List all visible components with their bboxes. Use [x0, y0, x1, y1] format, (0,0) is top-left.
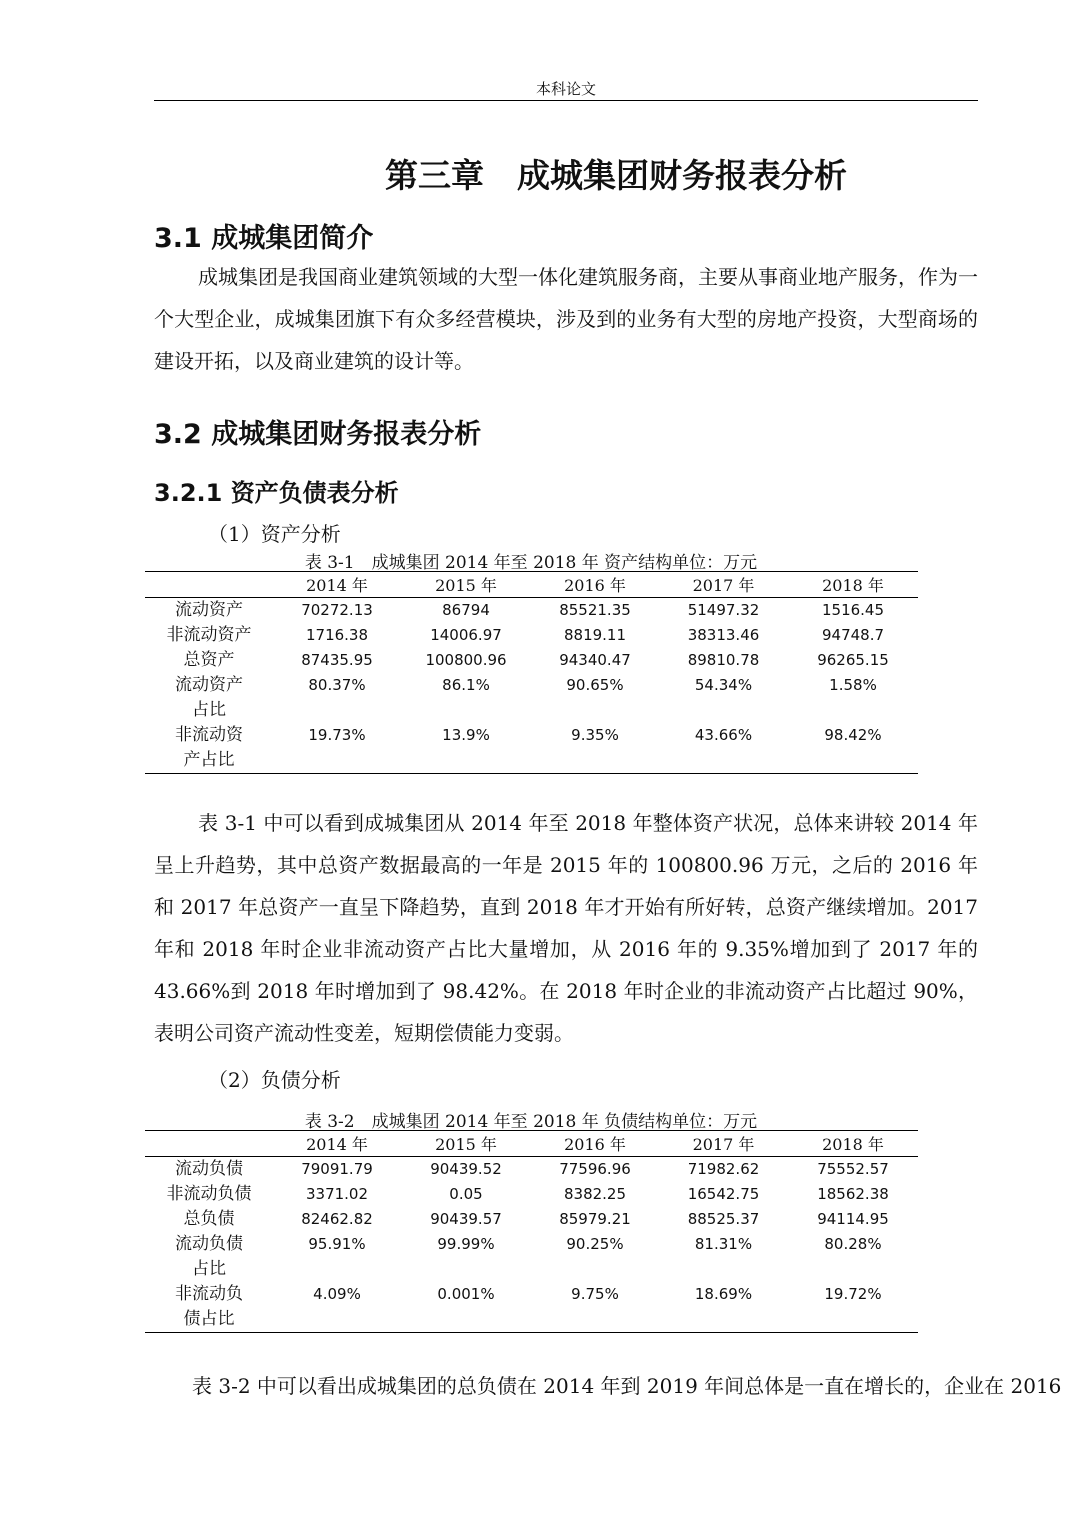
asset-table — [145, 571, 918, 774]
table-cell: 95.91% — [308, 1235, 366, 1253]
row-label: 非流动资产占比 — [175, 725, 243, 770]
table-cell: 96265.15 — [817, 651, 889, 669]
chapter-title: 第三章 成城集团财务报表分析 — [385, 156, 847, 195]
row-label: 流动资产占比 — [175, 675, 243, 720]
asset-header-cell: 2014 年 — [306, 576, 368, 595]
table-row — [145, 1232, 918, 1282]
table-cell: 90439.57 — [430, 1210, 502, 1228]
liability-header-cell: 2017 年 — [692, 1135, 755, 1154]
table-cell: 3371.02 — [305, 1185, 369, 1203]
table-row — [145, 673, 918, 723]
asset-header-cell: 2018 年 — [822, 576, 884, 595]
table-cell: 38313.46 — [687, 626, 760, 644]
asset-header-cell: 2015 年 — [435, 576, 497, 595]
liability-header-cell: 2018 年 — [822, 1135, 884, 1154]
table-cell: 86794 — [442, 601, 490, 619]
asset-header-cell: 2017 年 — [692, 576, 755, 595]
table-cell: 0.05 — [449, 1185, 483, 1203]
table-cell: 77596.96 — [559, 1160, 631, 1178]
asset-analysis-text: 表 3-1 中可以看到成城集团从 2014 年至 2018 年整体资产状况，总体来讲较 2014 年呈上升趋势，其中总资产数据最高的一年是 2015 年的 100800.96 万元，之后的 2016 年和 2017 年总资产一直呈下降趋势，直到 2018 年才开始有所好转，总资产继续增加。2017 年和 2018 年时企业非流动资产占比大量增加，从 2016 年的 9.35%增加到了 2017 年的 43.66%到 2018 年时增加到了 98.42%。在 2018 年时企业的非流动资产占比超过 90%，表明公司资产流动性变差，短期偿债能力变弱。 — [154, 811, 978, 1045]
row-label: 总资产 — [183, 650, 235, 670]
row-label: 总负债 — [183, 1209, 235, 1229]
section-3-1-paragraph — [154, 256, 978, 382]
liability-analysis-paragraph: 表 3-2 中可以看出成城集团的总负债在 2014 年到 2019 年间总体是一直在增长的，企业在 2016 — [192, 1374, 1062, 1398]
table-cell: 89810.78 — [687, 651, 760, 669]
table-row — [145, 1207, 918, 1232]
table-cell: 79091.79 — [301, 1160, 373, 1178]
table-cell: 81.31% — [694, 1235, 753, 1253]
table-row — [145, 648, 918, 673]
table-cell: 88525.37 — [687, 1210, 760, 1228]
asset-table-header-row — [145, 572, 918, 598]
table-cell: 14006.97 — [430, 626, 502, 644]
liability-header-cell: 2016 年 — [564, 1135, 626, 1154]
table-cell: 54.34% — [694, 676, 753, 694]
row-label: 非流动负债占比 — [175, 1284, 243, 1329]
section-3-2-title: 3.2 成城集团财务报表分析 — [154, 419, 482, 450]
table-cell: 9.35% — [571, 726, 619, 744]
running-header: 本科论文 — [535, 80, 596, 98]
table-cell: 94748.7 — [821, 626, 885, 644]
row-label: 流动负债占比 — [175, 1234, 243, 1279]
table-cell: 99.99% — [437, 1235, 495, 1253]
table-cell: 80.28% — [824, 1235, 882, 1253]
table-cell: 85979.21 — [559, 1210, 631, 1228]
row-label: 非流动负债 — [166, 1184, 252, 1204]
table-row — [145, 1157, 918, 1183]
liability-header-cell: 2015 年 — [435, 1135, 497, 1154]
header-rule — [154, 100, 978, 101]
table-cell: 90.65% — [566, 676, 624, 694]
table-cell: 9.75% — [571, 1285, 619, 1303]
table-cell: 100800.96 — [425, 651, 507, 669]
table-cell: 13.9% — [442, 726, 490, 744]
table-cell: 82462.82 — [301, 1210, 373, 1228]
table-cell: 4.09% — [313, 1285, 361, 1303]
table-cell: 16542.75 — [687, 1185, 760, 1203]
asset-header-cell — [145, 572, 273, 598]
table-cell: 75552.57 — [817, 1160, 889, 1178]
table-cell: 8382.25 — [563, 1185, 627, 1203]
table-cell: 90439.52 — [430, 1160, 502, 1178]
row-label: 非流动资产 — [166, 625, 252, 645]
table-cell: 87435.95 — [301, 651, 373, 669]
section-3-2-1-title: 3.2.1 资产负债表分析 — [154, 479, 399, 507]
table-cell: 43.66% — [694, 726, 753, 744]
table-row — [145, 723, 918, 774]
table-cell: 18.69% — [694, 1285, 753, 1303]
table-cell: 0.001% — [437, 1285, 495, 1303]
table-cell: 8819.11 — [563, 626, 627, 644]
table-cell: 98.42% — [824, 726, 882, 744]
table-cell: 51497.32 — [687, 601, 760, 619]
section-3-1-title: 3.1 成城集团简介 — [154, 223, 374, 254]
table-cell: 19.72% — [824, 1285, 882, 1303]
table-row — [145, 1182, 918, 1207]
table-cell: 70272.13 — [301, 601, 373, 619]
asset-table-caption: 表 3-1 成城集团 2014 年至 2018 年 资产结构单位：万元 — [304, 553, 758, 573]
table-cell: 18562.38 — [817, 1185, 889, 1203]
liability-table-header-row — [145, 1131, 918, 1157]
table-cell: 90.25% — [566, 1235, 624, 1253]
asset-subtitle: （1）资产分析 — [208, 522, 341, 546]
asset-header-cell: 2016 年 — [564, 576, 626, 595]
asset-analysis-paragraph — [154, 802, 978, 1054]
liability-header-cell — [145, 1131, 273, 1157]
table-cell: 85521.35 — [559, 601, 631, 619]
table-row — [145, 598, 918, 624]
row-label: 流动资产 — [175, 600, 243, 620]
liability-table — [145, 1130, 918, 1333]
table-cell: 94114.95 — [817, 1210, 889, 1228]
row-label: 流动负债 — [175, 1159, 243, 1179]
liability-table-caption: 表 3-2 成城集团 2014 年至 2018 年 负债结构单位：万元 — [304, 1112, 758, 1132]
table-row — [145, 623, 918, 648]
liability-subtitle: （2）负债分析 — [208, 1068, 341, 1092]
section-3-1-text: 成城集团是我国商业建筑领域的大型一体化建筑服务商，主要从事商业地产服务，作为一个大型企业，成城集团旗下有众多经营模块，涉及到的业务有大型的房地产投资，大型商场的建设开拓，以及商业建筑的设计等。 — [154, 265, 978, 373]
table-row — [145, 1282, 918, 1333]
table-cell: 19.73% — [308, 726, 366, 744]
table-cell: 86.1% — [442, 676, 490, 694]
table-cell: 1516.45 — [821, 601, 885, 619]
liability-header-cell: 2014 年 — [306, 1135, 368, 1154]
table-cell: 1.58% — [829, 676, 877, 694]
table-cell: 71982.62 — [687, 1160, 760, 1178]
table-cell: 1716.38 — [305, 626, 369, 644]
table-cell: 94340.47 — [559, 651, 631, 669]
table-cell: 80.37% — [308, 676, 366, 694]
